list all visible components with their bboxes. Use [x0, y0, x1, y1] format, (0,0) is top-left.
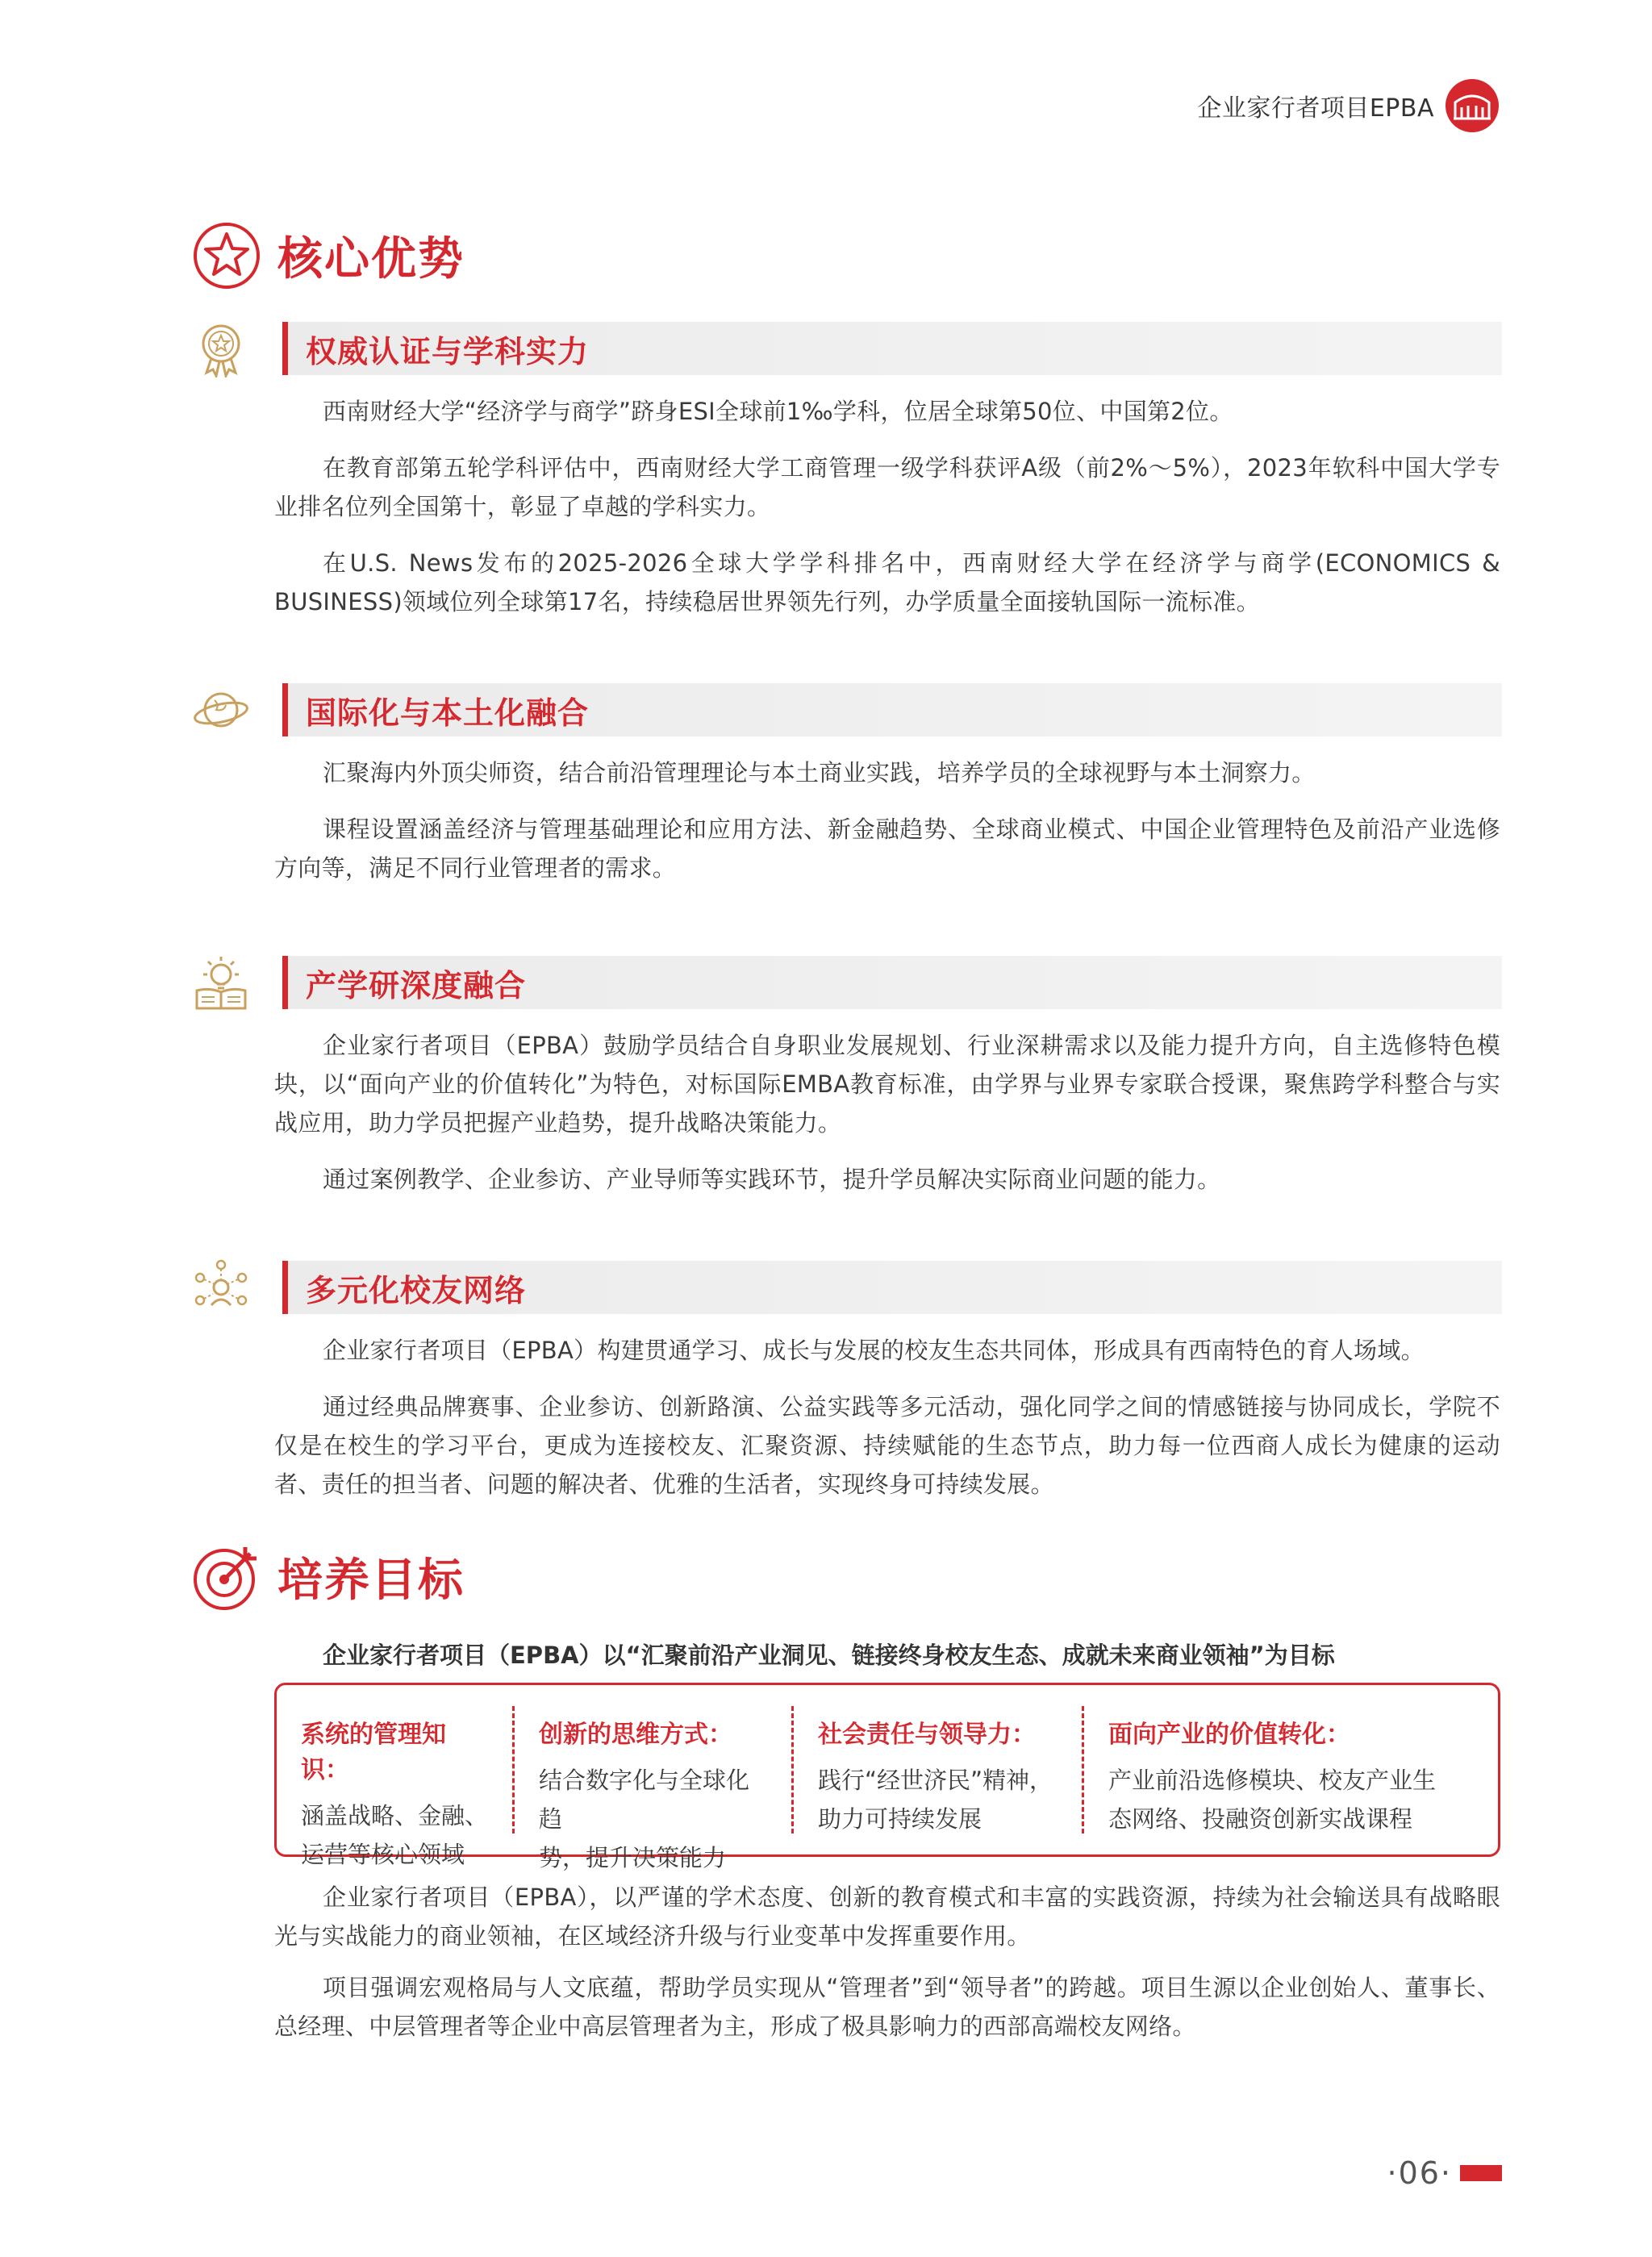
goal-item: [515, 1706, 794, 1871]
award-medal-icon: [192, 319, 250, 378]
subsection-title: 权威认证与学科实力: [306, 333, 590, 369]
idea-book-icon: [192, 953, 250, 1012]
section-title-training-goals: [192, 1542, 465, 1612]
subsection-header: [192, 953, 1502, 1012]
goal-desc-line: 运营等核心领域: [301, 1841, 465, 1868]
goal-title: 创新的思维方式：: [539, 1721, 732, 1749]
gate-icon: [1452, 90, 1492, 122]
paragraph: 企业家行者项目（EPBA）构建贯通学习、成长与发展的校友生态共同体，形成具有西南特色的育人场域。: [323, 1337, 1425, 1364]
goal-item: [1084, 1706, 1498, 1834]
goal-desc-line: 势，提升决策能力: [539, 1844, 727, 1871]
goal-desc-line: 践行“经世济民”精神，: [818, 1767, 1053, 1794]
subsection-title: 多元化校友网络: [306, 1272, 527, 1308]
section-title-text: 培养目标: [277, 1554, 465, 1607]
paragraph: 在U.S. News发布的2025-2026全球大学学科排名中，西南财经大学在经济学与商学(ECONOMICS & BUSINESS)领域位列全球第17名，持续稳居世界领先行列，办学质量全面接轨国际一流标准。: [274, 549, 1500, 615]
goal-desc-line: 涵盖战略、金融、: [301, 1802, 489, 1829]
goal-title: 社会责任与领导力：: [818, 1721, 1036, 1749]
subsection-header: [192, 1258, 1502, 1316]
star-badge-icon: [192, 221, 261, 290]
goal-desc-line: 产业前沿选修模块、校友产业生: [1108, 1767, 1437, 1794]
subsection-title: 国际化与本土化融合: [306, 695, 590, 731]
school-logo: [1446, 79, 1499, 132]
paragraph: 通过案例教学、企业参访、产业导师等实践环节，提升学员解决实际商业问题的能力。: [323, 1166, 1221, 1193]
paragraph: 企业家行者项目（EPBA）鼓励学员结合自身职业发展规划、行业深耕需求以及能力提升方向，自主选修特色模块，以“面向产业的价值转化”为特色，对标国际EMBA教育标准，由学界与业界专家联合授课，聚焦跨学科整合与实战应用，助力学员把握产业趋势，提升战略决策能力。: [274, 1032, 1500, 1137]
subsection-header: [192, 319, 1502, 378]
paragraph: 西南财经大学“经济学与商学”跻身ESI全球前1‰学科，位居全球第50位、中国第2位。: [323, 398, 1233, 425]
paragraph: 在教育部第五轮学科评估中，西南财经大学工商管理一级学科获评A级（前2%～5%），2023年软科中国大学专业排名位列全国第十，彰显了卓越的学科实力。: [274, 454, 1500, 520]
paragraph: 通过经典品牌赛事、企业参访、创新路演、公益实践等多元活动，强化同学之间的情感链接与协同成长，学院不仅是在校生的学习平台，更成为连接校友、汇聚资源、持续赋能的生态节点，助力每一位西商人成长为健康的运动者、责任的担当者、问题的解决者、优雅的生活者，实现终身可持续发展。: [274, 1393, 1500, 1498]
page-header: [1197, 77, 1499, 134]
goal-title: 系统的管理知识：: [301, 1721, 446, 1784]
section-title-text: 核心优势: [277, 233, 465, 286]
paragraph: 企业家行者项目（EPBA），以严谨的学术态度、创新的教育模式和丰富的实践资源，持续为社会输送具有战略眼光与实战能力的商业领袖，在区域经济升级与行业变革中发挥重要作用。: [274, 1884, 1500, 1950]
goal-desc-line: 助力可持续发展: [818, 1805, 982, 1833]
subsection-title: 产学研深度融合: [306, 967, 527, 1003]
goals-box: [274, 1683, 1500, 1871]
paragraph: 汇聚海内外顶尖师资，结合前沿管理理论与本土商业实践，培养学员的全球视野与本土洞察力。: [323, 759, 1316, 786]
section-title-core-advantages: [192, 221, 465, 290]
goal-item: [277, 1706, 515, 1868]
header-title: 企业家行者项目EPBA: [1197, 94, 1434, 123]
paragraph: 课程设置涵盖经济与管理基础理论和应用方法、新金融趋势、全球商业模式、中国企业管理特色及前沿产业选修方向等，满足不同行业管理者的需求。: [274, 816, 1500, 882]
page-number-text: ·06·: [1387, 2155, 1452, 2191]
goal-title: 面向产业的价值转化：: [1108, 1721, 1350, 1749]
goal-desc-line: 态网络、投融资创新实战课程: [1108, 1805, 1413, 1833]
page-number-bar: [1460, 2165, 1502, 2181]
paragraph: 项目强调宏观格局与人文底蕴，帮助学员实现从“管理者”到“领导者”的跨越。项目生源以企业创始人、董事长、总经理、中层管理者等企业中高层管理者为主，形成了极具影响力的西部高端校友网络。: [274, 1974, 1500, 2040]
goals-lead: 企业家行者项目（EPBA）以“汇聚前沿产业洞见、链接终身校友生态、成就未来商业领袖”为目标: [323, 1642, 1335, 1669]
goal-desc-line: 结合数字化与全球化趋: [539, 1767, 750, 1833]
network-people-icon: [192, 1258, 250, 1316]
goal-item: [794, 1706, 1084, 1834]
subsection-header: [192, 681, 1502, 739]
globe-orbit-icon: [192, 681, 250, 739]
page-number: [1387, 2155, 1502, 2191]
target-icon: [192, 1542, 261, 1612]
